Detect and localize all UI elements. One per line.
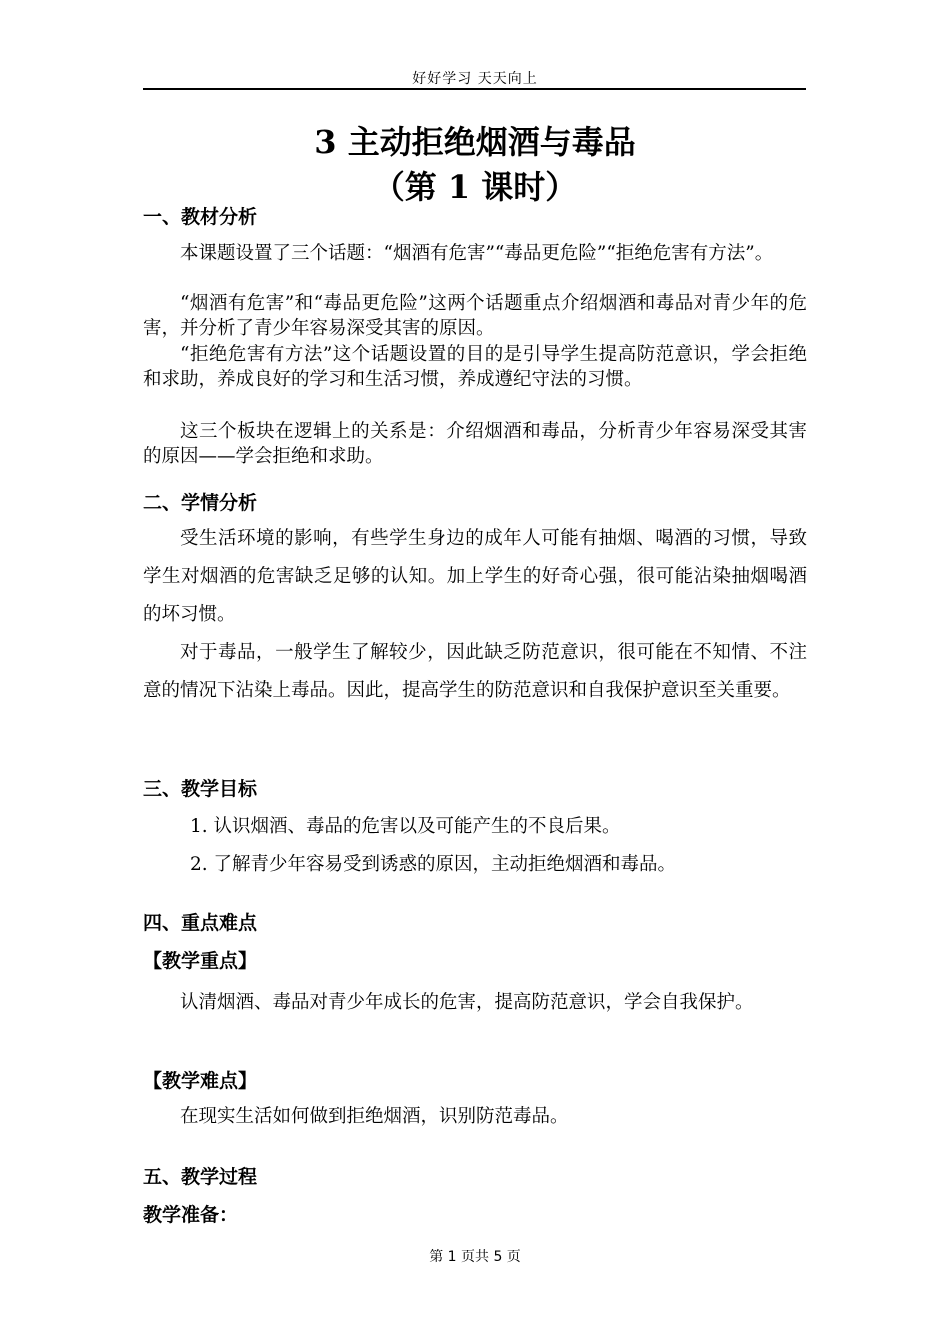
- paragraph: “烟酒有危害”和“毒品更危险”这两个话题重点介绍烟酒和毒品对青少年的危害，并分析了青少年容易深受其害的原因。: [143, 293, 807, 339]
- list-item: 1. 认识烟酒、毒品的危害以及可能产生的不良后果。: [190, 816, 621, 837]
- difficulty-text: 在现实生活如何做到拒绝烟酒，识别防范毒品。: [180, 1106, 569, 1127]
- difficulty-label: 【教学难点】: [143, 1070, 258, 1092]
- section-heading-textbook-analysis: 一、教材分析: [143, 206, 258, 228]
- page-header: 好好学习 天天向上: [412, 71, 538, 87]
- section-heading-student-analysis: 二、学情分析: [143, 492, 258, 514]
- paragraph: 对于毒品，一般学生了解较少，因此缺乏防范意识，很可能在不知情、不注意的情况下沾染上毒品。因此，提高学生的防范意识和自我保护意识至关重要。: [143, 642, 807, 701]
- page-footer: 第 1 页共 5 页: [429, 1249, 521, 1265]
- paragraph: “拒绝危害有方法”这个话题设置的目的是引导学生提高防范意识，学会拒绝和求助，养成良好的学习和生活习惯，养成遵纪守法的习惯。: [143, 344, 807, 390]
- teaching-prep-label: 教学准备：: [143, 1204, 239, 1226]
- section-heading-teaching-goals: 三、教学目标: [143, 778, 258, 800]
- paragraph: 受生活环境的影响，有些学生身边的成年人可能有抽烟、喝酒的习惯，导致学生对烟酒的危害缺乏足够的认知。加上学生的好奇心强，很可能沾染抽烟喝酒的坏习惯。: [143, 528, 807, 625]
- key-point-text: 认清烟酒、毒品对青少年成长的危害，提高防范意识，学会自我保护。: [180, 992, 754, 1013]
- section-heading-key-points: 四、重点难点: [143, 912, 258, 934]
- paragraph: 这三个板块在逻辑上的关系是：介绍烟酒和毒品，分析青少年容易深受其害的原因——学会拒绝和求助。: [143, 421, 807, 467]
- paragraph: 本课题设置了三个话题：“烟酒有危害”“毒品更危险”“拒绝危害有方法”。: [180, 243, 774, 264]
- header-divider: [143, 88, 806, 90]
- list-item: 2. 了解青少年容易受到诱惑的原因，主动拒绝烟酒和毒品。: [190, 854, 677, 875]
- document-title: 3 主动拒绝烟酒与毒品: [314, 123, 636, 161]
- document-subtitle: （第 1 课时）: [372, 168, 578, 206]
- key-point-label: 【教学重点】: [143, 950, 258, 972]
- section-heading-teaching-process: 五、教学过程: [143, 1166, 258, 1188]
